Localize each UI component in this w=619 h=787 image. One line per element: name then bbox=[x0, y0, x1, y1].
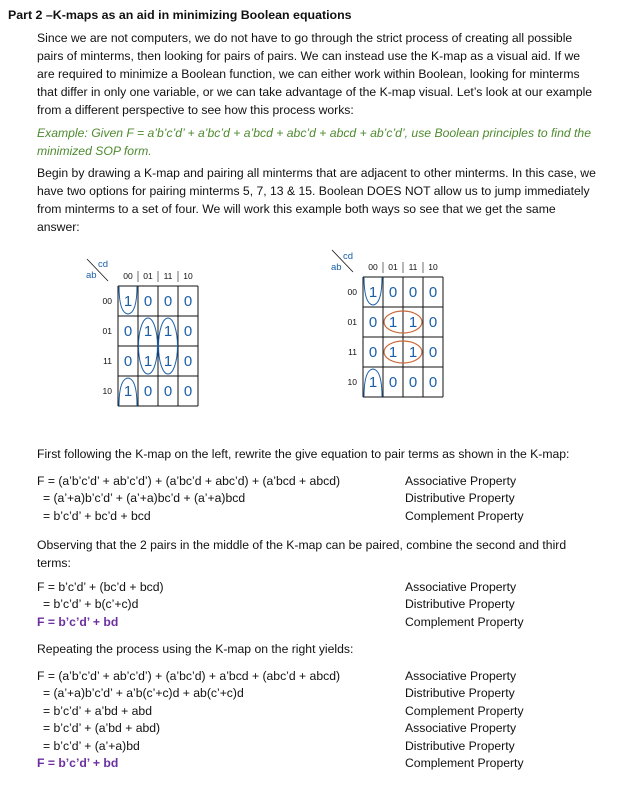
kmap-left bbox=[85, 257, 235, 412]
kmap-right bbox=[330, 248, 480, 403]
kmap-right-cell: 1 bbox=[388, 344, 398, 361]
kmap-right-col-header: 11 bbox=[408, 262, 418, 272]
kmap-right-cell: 0 bbox=[408, 284, 418, 301]
kmap-left-cell: 0 bbox=[183, 383, 193, 400]
kmap-left-cell: 1 bbox=[163, 323, 173, 340]
kmap-right-col-header: 01 bbox=[388, 262, 398, 272]
block2-eq-2: = b’c’d’ + b(c’+c)d bbox=[43, 597, 139, 611]
block2-prop-2: Distributive Property bbox=[405, 597, 515, 611]
kmap-right-cell: 0 bbox=[388, 284, 398, 301]
intro-paragraph: Since we are not computers, we do not have to go through the strict process of creating all possible pairs of minterms, then looking for pairs of pairs. We can instead use the K-map as a visual aid. If we are required to minimize a Boolean function, we can either work within Boolean, looking for minterms that differ in only one variable, or we can take advantage of the K-map visual. Let’s look at our example from a different perspective to see how this process works: bbox=[37, 31, 593, 117]
kmap-left-cell: 0 bbox=[143, 383, 153, 400]
kmap-right-cd-label: cd bbox=[343, 251, 354, 262]
page-title: Part 2 –K-maps as an aid in minimizing Boolean equations bbox=[8, 8, 352, 22]
kmap-left-cell: 0 bbox=[183, 293, 193, 310]
block1-eq-1: F = (a’b’c’d’ + ab’c’d’) + (a’bc’d + abc’d) + (a’bcd + abcd) bbox=[37, 474, 341, 488]
kmap-right-cell: 0 bbox=[368, 344, 378, 361]
kmap-left-col-header: 00 bbox=[123, 271, 133, 281]
kmap-left-row-header: 11 bbox=[103, 356, 112, 366]
observe-paragraph: Observing that the 2 pairs in the middle of the K-map can be paired, combine the second and third terms: bbox=[37, 538, 567, 570]
kmap-right-ab-label: ab bbox=[331, 262, 342, 273]
begin-paragraph: Begin by drawing a K-map and pairing all minterms that are adjacent to other minterms. In this case, we have two options for pairing minterms 5, 7, 13 & 15. Boolean DOES NOT allow us to jump immediately from minterms to a set of four. We will work this example both ways so see that we get the same answer: bbox=[37, 166, 596, 234]
block3-prop-6: Complement Property bbox=[405, 756, 524, 770]
kmap-right-cell: 0 bbox=[368, 314, 378, 331]
kmap-right-row-header: 10 bbox=[347, 377, 357, 387]
block2-eq-1: F = b’c’d’ + (bc’d + bcd) bbox=[37, 580, 164, 594]
kmap-left-cell: 0 bbox=[183, 323, 193, 340]
kmap-right-cell: 1 bbox=[408, 314, 418, 331]
block2-prop-3: Complement Property bbox=[405, 615, 524, 629]
block1-eq-3: = b’c’d’ + bc’d + bcd bbox=[43, 509, 151, 523]
kmap-left-cell: 0 bbox=[163, 383, 173, 400]
kmap-left-cell: 0 bbox=[123, 353, 133, 370]
block1-eq-2: = (a’+a)b’c’d’ + (a’+a)bc’d + (a’+a)bcd bbox=[43, 491, 246, 505]
block3-eq-1: F = (a’b’c’d’ + ab’c’d’) + (a’bc’d) + a’bcd + (abc’d + abcd) bbox=[37, 669, 341, 683]
first-intro-text: First following the K-map on the left, rewrite the give equation to pair terms as shown in the K-map: bbox=[37, 447, 570, 461]
block3-prop-3: Complement Property bbox=[405, 704, 524, 718]
kmap-left-col-header: 10 bbox=[183, 271, 193, 281]
kmap-right-cell: 0 bbox=[388, 374, 398, 391]
block3-prop-5: Distributive Property bbox=[405, 739, 515, 753]
block1-prop-3: Complement Property bbox=[405, 509, 524, 523]
kmap-right-row-header: 00 bbox=[347, 287, 357, 297]
kmap-left-row-header: 01 bbox=[102, 326, 112, 336]
kmap-left-ab-label: ab bbox=[86, 270, 97, 281]
kmap-left-cell: 1 bbox=[123, 293, 133, 310]
repeat-text: Repeating the process using the K-map on the right yields: bbox=[37, 642, 354, 656]
kmap-left-col-header: 11 bbox=[163, 271, 173, 281]
kmap-left-cell: 1 bbox=[143, 353, 153, 370]
block3-prop-1: Associative Property bbox=[405, 669, 517, 683]
kmap-right-svg bbox=[330, 248, 480, 398]
kmap-left-cell: 1 bbox=[123, 383, 133, 400]
kmap-left-cell: 0 bbox=[143, 293, 153, 310]
kmap-right-cell: 1 bbox=[388, 314, 398, 331]
kmap-right-cell: 0 bbox=[408, 374, 418, 391]
kmap-left-row-header: 00 bbox=[102, 296, 112, 306]
kmap-left-cell: 0 bbox=[163, 293, 173, 310]
block3-eq-5: = b’c’d’ + (a’+a)bd bbox=[43, 739, 140, 753]
block3-eq-4: = b’c’d’ + (a’bd + abd) bbox=[43, 721, 161, 735]
block1-prop-1: Associative Property bbox=[405, 474, 517, 488]
kmap-right-cell: 1 bbox=[368, 284, 378, 301]
kmap-right-cell: 1 bbox=[368, 374, 378, 391]
block3-eq-3: = b’c’d’ + a’bd + abd bbox=[43, 704, 152, 718]
kmap-right-col-header: 00 bbox=[368, 262, 378, 272]
kmap-right-row-header: 11 bbox=[348, 347, 357, 357]
kmap-right-cell: 1 bbox=[408, 344, 418, 361]
block3-eq-2: = (a’+a)b’c’d’ + a’b(c’+c)d + ab(c’+c)d bbox=[43, 686, 244, 700]
block3-result: F = b’c’d’ + bd bbox=[37, 756, 119, 770]
kmap-left-row-header: 10 bbox=[102, 386, 112, 396]
kmap-left-cell: 1 bbox=[163, 353, 173, 370]
kmap-left-col-header: 01 bbox=[143, 271, 153, 281]
block2-prop-1: Associative Property bbox=[405, 580, 517, 594]
kmap-left-cell: 0 bbox=[183, 353, 193, 370]
kmap-left-cell: 1 bbox=[143, 323, 153, 340]
example-statement: Example: Given F = a’b’c’d’ + a’bc’d + a’bcd + abc’d + abcd + ab’c’d’, use Boolean principles to find the minimized SOP form. bbox=[37, 126, 591, 158]
block2-result: F = b’c’d’ + bd bbox=[37, 615, 119, 629]
kmap-right-row-header: 01 bbox=[347, 317, 357, 327]
kmap-right-cell: 0 bbox=[428, 374, 438, 391]
kmap-right-cell: 0 bbox=[428, 344, 438, 361]
block3-prop-4: Associative Property bbox=[405, 721, 517, 735]
block1-prop-2: Distributive Property bbox=[405, 491, 515, 505]
block3-prop-2: Distributive Property bbox=[405, 686, 515, 700]
kmap-left-svg bbox=[85, 257, 235, 407]
kmap-left-cell: 0 bbox=[123, 323, 133, 340]
kmap-left-cd-label: cd bbox=[98, 259, 109, 270]
kmap-right-cell: 0 bbox=[428, 314, 438, 331]
kmap-right-cell: 0 bbox=[428, 284, 438, 301]
kmap-right-col-header: 10 bbox=[428, 262, 438, 272]
